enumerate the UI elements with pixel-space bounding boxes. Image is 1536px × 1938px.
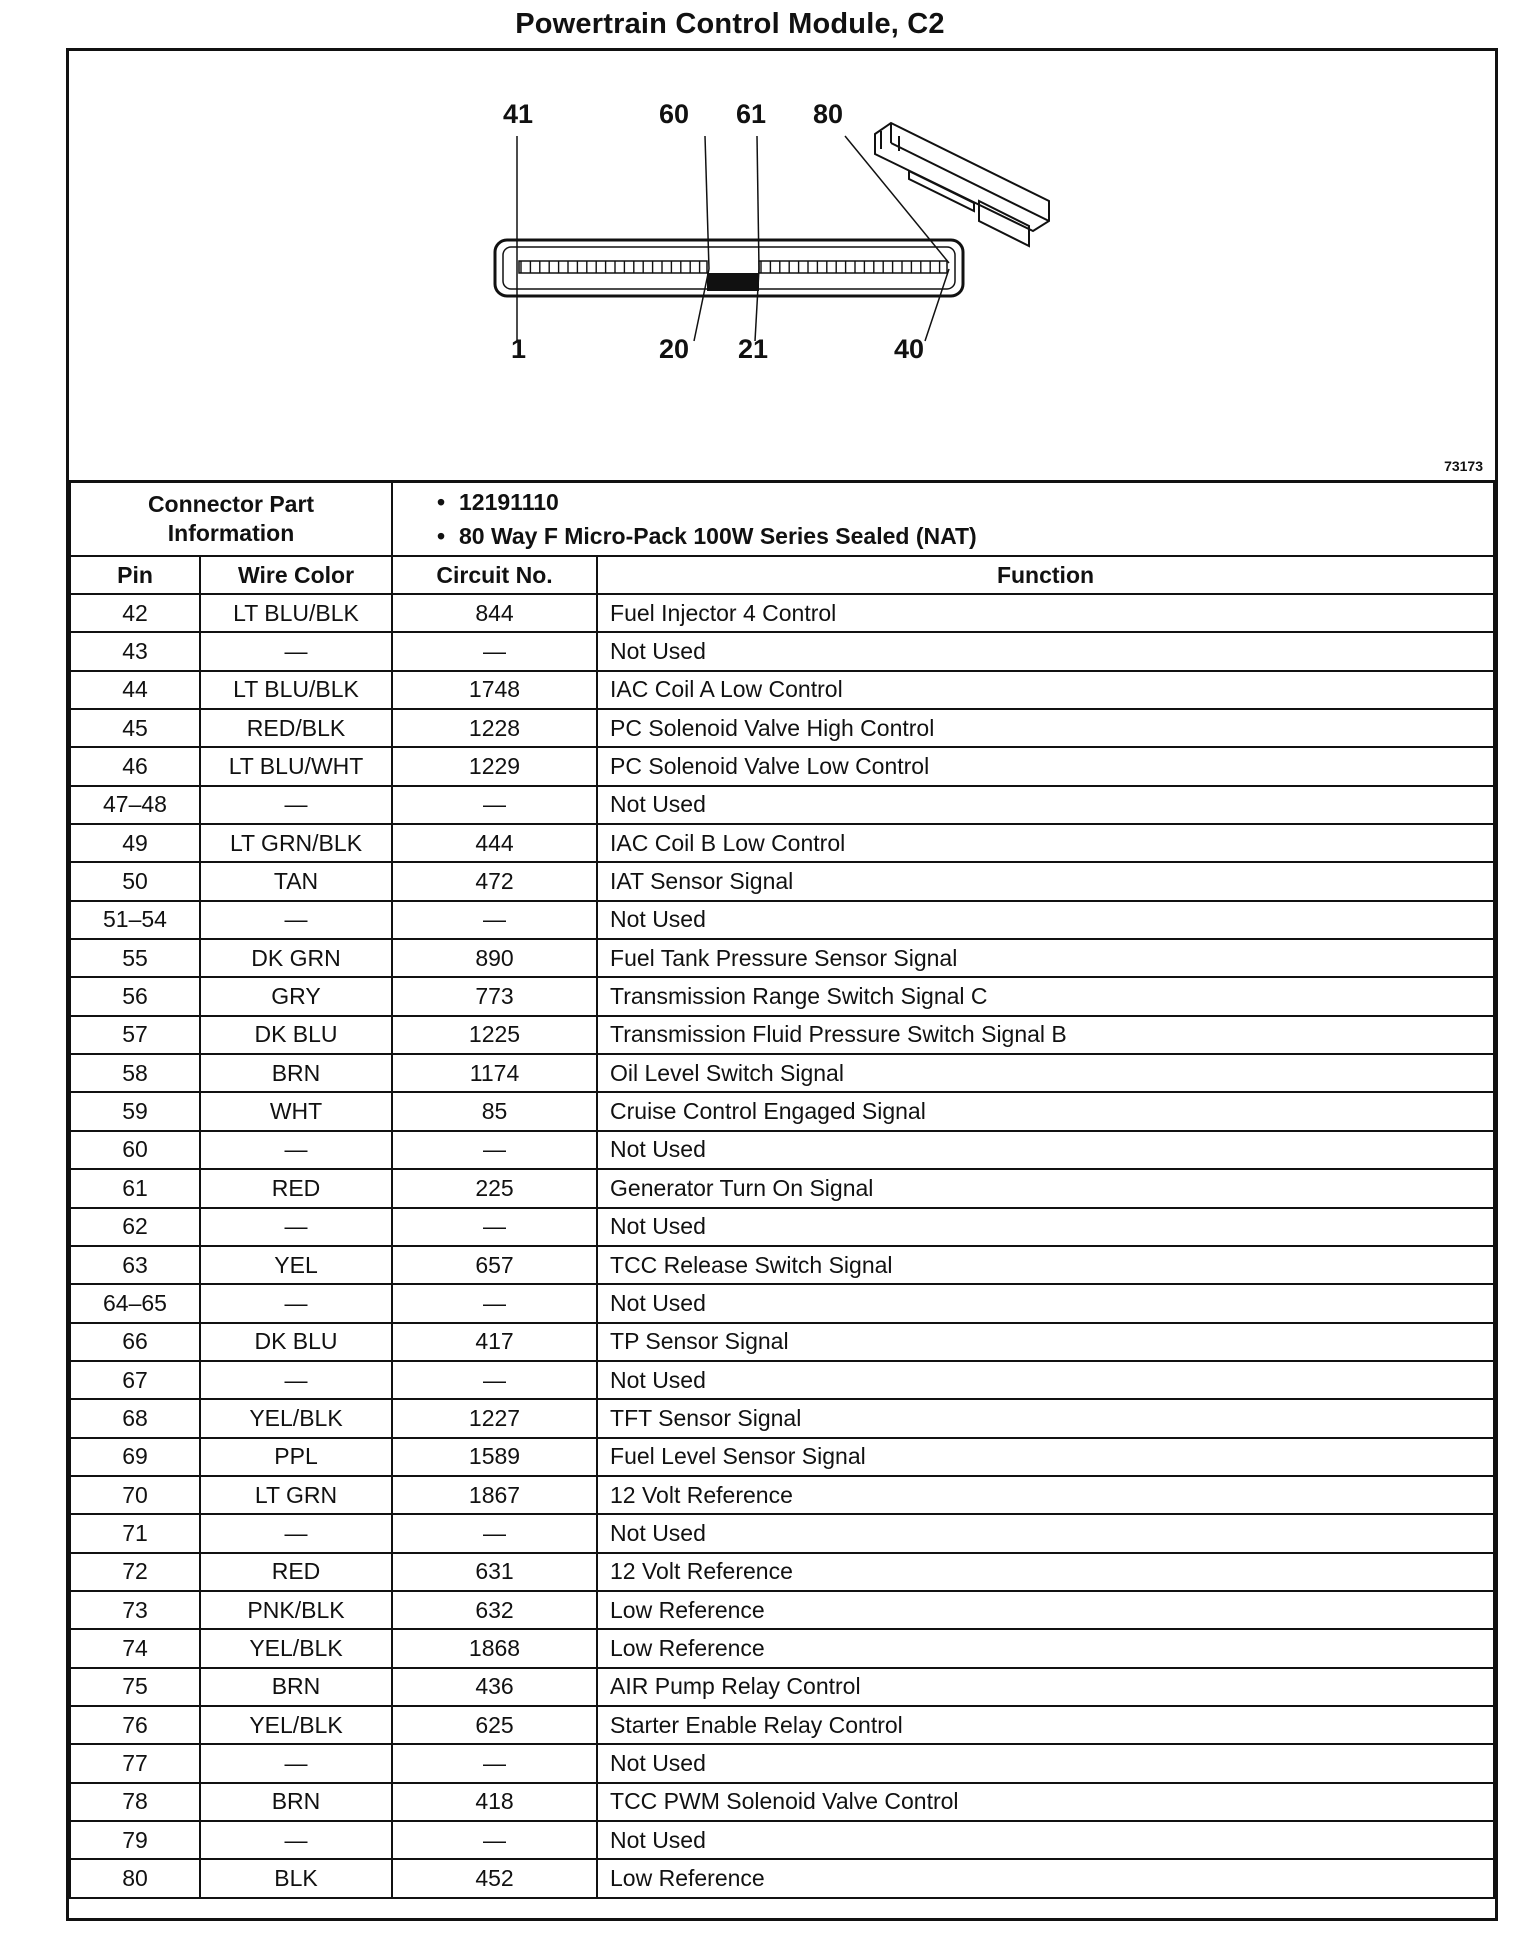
pin-cell: 64–65 <box>70 1284 200 1322</box>
circuit-cell: — <box>392 1361 597 1399</box>
function-cell: Not Used <box>597 901 1494 939</box>
function-cell: Not Used <box>597 1284 1494 1322</box>
circuit-cell: — <box>392 1821 597 1859</box>
function-cell: IAC Coil A Low Control <box>597 671 1494 709</box>
pin-cell: 46 <box>70 747 200 785</box>
wire-color-cell: — <box>200 1208 392 1246</box>
wire-color-cell: RED <box>200 1169 392 1207</box>
table-row <box>70 1361 1494 1399</box>
pin-cell: 72 <box>70 1553 200 1591</box>
callout-20: 20 <box>659 334 690 364</box>
table-row <box>70 1399 1494 1437</box>
pin-row-left <box>519 261 707 273</box>
pin-cell: 70 <box>70 1476 200 1514</box>
pin-cell: 55 <box>70 939 200 977</box>
table-row <box>70 1629 1494 1667</box>
wire-color-cell: YEL/BLK <box>200 1629 392 1667</box>
part-number: • 12191110 <box>437 488 559 515</box>
table-row <box>70 1169 1494 1207</box>
table-row <box>70 1208 1494 1246</box>
circuit-cell: 436 <box>392 1668 597 1706</box>
pinout-table <box>69 480 1495 1899</box>
wire-color-cell: PNK/BLK <box>200 1591 392 1629</box>
wire-color-cell: TAN <box>200 862 392 900</box>
pin-cell: 79 <box>70 1821 200 1859</box>
function-cell: 12 Volt Reference <box>597 1476 1494 1514</box>
table-row <box>70 1859 1494 1897</box>
function-cell: Not Used <box>597 1514 1494 1552</box>
wire-color-cell: — <box>200 632 392 670</box>
callout-40: 40 <box>894 334 925 364</box>
table-row <box>70 1553 1494 1591</box>
connector-sheet <box>66 48 1498 1921</box>
wire-color-cell: — <box>200 1284 392 1322</box>
pin-cell: 49 <box>70 824 200 862</box>
pin-cell: 60 <box>70 1131 200 1169</box>
function-cell: AIR Pump Relay Control <box>597 1668 1494 1706</box>
circuit-cell: 1225 <box>392 1016 597 1054</box>
connector-info-row <box>70 481 1494 556</box>
connector-drawing <box>69 51 1495 480</box>
header-circuit: Circuit No. <box>392 556 597 594</box>
circuit-cell: 632 <box>392 1591 597 1629</box>
callout-41: 41 <box>503 99 534 129</box>
function-cell: Starter Enable Relay Control <box>597 1706 1494 1744</box>
circuit-cell: 844 <box>392 594 597 632</box>
pin-cell: 51–54 <box>70 901 200 939</box>
function-cell: TFT Sensor Signal <box>597 1399 1494 1437</box>
table-row <box>70 1016 1494 1054</box>
wire-color-cell: WHT <box>200 1092 392 1130</box>
wire-color-cell: — <box>200 1361 392 1399</box>
circuit-cell: 418 <box>392 1783 597 1821</box>
circuit-cell: 1589 <box>392 1438 597 1476</box>
table-row <box>70 1054 1494 1092</box>
circuit-cell: 773 <box>392 977 597 1015</box>
pin-cell: 74 <box>70 1629 200 1667</box>
wire-color-cell: RED <box>200 1553 392 1591</box>
table-row <box>70 671 1494 709</box>
function-cell: Transmission Fluid Pressure Switch Signal B <box>597 1016 1494 1054</box>
table-row <box>70 1744 1494 1782</box>
circuit-cell: 657 <box>392 1246 597 1284</box>
pin-cell: 63 <box>70 1246 200 1284</box>
circuit-cell: 444 <box>392 824 597 862</box>
function-cell: TP Sensor Signal <box>597 1323 1494 1361</box>
function-cell: PC Solenoid Valve Low Control <box>597 747 1494 785</box>
wire-color-cell: BRN <box>200 1783 392 1821</box>
header-wire-color: Wire Color <box>200 556 392 594</box>
circuit-cell: 85 <box>392 1092 597 1130</box>
pin-cell: 71 <box>70 1514 200 1552</box>
connector-description: • 80 Way F Micro-Pack 100W Series Sealed (NAT) <box>437 522 977 549</box>
pin-cell: 69 <box>70 1438 200 1476</box>
circuit-cell: 452 <box>392 1859 597 1897</box>
wire-color-cell: LT BLU/BLK <box>200 671 392 709</box>
table-row <box>70 1438 1494 1476</box>
header-pin: Pin <box>70 556 200 594</box>
pin-cell: 78 <box>70 1783 200 1821</box>
circuit-cell: — <box>392 1208 597 1246</box>
pin-cell: 56 <box>70 977 200 1015</box>
table-row <box>70 901 1494 939</box>
circuit-cell: — <box>392 1131 597 1169</box>
function-cell: PC Solenoid Valve High Control <box>597 709 1494 747</box>
table-row <box>70 594 1494 632</box>
connector-info-values <box>392 481 1494 556</box>
connector-diagram <box>69 51 1495 483</box>
wire-color-cell: YEL/BLK <box>200 1399 392 1437</box>
page-title: Powertrain Control Module, C2 <box>515 8 945 40</box>
circuit-cell: — <box>392 1284 597 1322</box>
callout-80: 80 <box>813 99 844 129</box>
callout-1: 1 <box>511 334 527 364</box>
circuit-cell: 1229 <box>392 747 597 785</box>
table-row <box>70 1246 1494 1284</box>
pin-row-right <box>759 261 947 273</box>
table-row <box>70 939 1494 977</box>
pin-cell: 62 <box>70 1208 200 1246</box>
table-row <box>70 1131 1494 1169</box>
header-function: Function <box>597 556 1494 594</box>
table-row <box>70 977 1494 1015</box>
table-row <box>70 862 1494 900</box>
pin-cell: 75 <box>70 1668 200 1706</box>
pin-cell: 43 <box>70 632 200 670</box>
wire-color-cell: DK BLU <box>200 1016 392 1054</box>
function-cell: Low Reference <box>597 1859 1494 1897</box>
circuit-cell: 1867 <box>392 1476 597 1514</box>
wire-color-cell: — <box>200 901 392 939</box>
function-cell: Not Used <box>597 1744 1494 1782</box>
pin-cell: 67 <box>70 1361 200 1399</box>
wire-color-cell: GRY <box>200 977 392 1015</box>
wire-color-cell: LT BLU/BLK <box>200 594 392 632</box>
connector-side-view <box>875 123 1049 246</box>
circuit-cell: 225 <box>392 1169 597 1207</box>
pin-cell: 59 <box>70 1092 200 1130</box>
wire-color-cell: DK BLU <box>200 1323 392 1361</box>
circuit-cell: 472 <box>392 862 597 900</box>
function-cell: Low Reference <box>597 1591 1494 1629</box>
wire-color-cell: RED/BLK <box>200 709 392 747</box>
header-row <box>70 556 1494 594</box>
table-row <box>70 1092 1494 1130</box>
pin-cell: 44 <box>70 671 200 709</box>
function-cell: Fuel Injector 4 Control <box>597 594 1494 632</box>
table-row <box>70 1668 1494 1706</box>
function-cell: TCC Release Switch Signal <box>597 1246 1494 1284</box>
wire-color-cell: — <box>200 1514 392 1552</box>
circuit-cell: 890 <box>392 939 597 977</box>
function-cell: 12 Volt Reference <box>597 1553 1494 1591</box>
circuit-cell: 1748 <box>392 671 597 709</box>
function-cell: IAT Sensor Signal <box>597 862 1494 900</box>
function-cell: IAC Coil B Low Control <box>597 824 1494 862</box>
circuit-cell: 625 <box>392 1706 597 1744</box>
function-cell: Low Reference <box>597 1629 1494 1667</box>
table-row <box>70 709 1494 747</box>
callout-61: 61 <box>736 99 767 129</box>
wire-color-cell: BRN <box>200 1668 392 1706</box>
pin-cell: 50 <box>70 862 200 900</box>
function-cell: Generator Turn On Signal <box>597 1169 1494 1207</box>
pin-cell: 47–48 <box>70 786 200 824</box>
function-cell: Transmission Range Switch Signal C <box>597 977 1494 1015</box>
table-row <box>70 1821 1494 1859</box>
pin-cell: 77 <box>70 1744 200 1782</box>
callout-60: 60 <box>659 99 690 129</box>
wire-color-cell: BRN <box>200 1054 392 1092</box>
table-row <box>70 747 1494 785</box>
pin-cell: 42 <box>70 594 200 632</box>
circuit-cell: — <box>392 901 597 939</box>
pin-cell: 76 <box>70 1706 200 1744</box>
pin-cell: 61 <box>70 1169 200 1207</box>
table-row <box>70 1514 1494 1552</box>
pin-cell: 68 <box>70 1399 200 1437</box>
wire-color-cell: BLK <box>200 1859 392 1897</box>
wire-color-cell: — <box>200 1821 392 1859</box>
circuit-cell: 1868 <box>392 1629 597 1667</box>
circuit-cell: — <box>392 632 597 670</box>
table-row <box>70 1323 1494 1361</box>
wire-color-cell: — <box>200 786 392 824</box>
function-cell: Cruise Control Engaged Signal <box>597 1092 1494 1130</box>
pin-cell: 66 <box>70 1323 200 1361</box>
function-cell: Not Used <box>597 1821 1494 1859</box>
table-row <box>70 1476 1494 1514</box>
pin-cell: 73 <box>70 1591 200 1629</box>
table-row <box>70 1706 1494 1744</box>
wire-color-cell: LT GRN/BLK <box>200 824 392 862</box>
pin-cell: 45 <box>70 709 200 747</box>
table-row <box>70 824 1494 862</box>
pin-cell: 58 <box>70 1054 200 1092</box>
callout-21: 21 <box>738 334 769 364</box>
circuit-cell: — <box>392 1514 597 1552</box>
function-cell: Not Used <box>597 786 1494 824</box>
wire-color-cell: — <box>200 1744 392 1782</box>
circuit-cell: 1227 <box>392 1399 597 1437</box>
circuit-cell: 417 <box>392 1323 597 1361</box>
function-cell: Fuel Tank Pressure Sensor Signal <box>597 939 1494 977</box>
function-cell: TCC PWM Solenoid Valve Control <box>597 1783 1494 1821</box>
function-cell: Not Used <box>597 1131 1494 1169</box>
table-row <box>70 1783 1494 1821</box>
function-cell: Not Used <box>597 1361 1494 1399</box>
connector-info-label: Connector Part Information <box>70 481 392 556</box>
wire-color-cell: DK GRN <box>200 939 392 977</box>
circuit-cell: 631 <box>392 1553 597 1591</box>
circuit-cell: 1174 <box>392 1054 597 1092</box>
figure-id: 73173 <box>1444 458 1483 474</box>
circuit-cell: 1228 <box>392 709 597 747</box>
circuit-cell: — <box>392 1744 597 1782</box>
function-cell: Not Used <box>597 1208 1494 1246</box>
pin-cell: 57 <box>70 1016 200 1054</box>
circuit-cell: — <box>392 786 597 824</box>
wire-color-cell: PPL <box>200 1438 392 1476</box>
table-row <box>70 632 1494 670</box>
table-row <box>70 1284 1494 1322</box>
wire-color-cell: YEL <box>200 1246 392 1284</box>
function-cell: Not Used <box>597 632 1494 670</box>
wire-color-cell: YEL/BLK <box>200 1706 392 1744</box>
wire-color-cell: LT GRN <box>200 1476 392 1514</box>
wire-color-cell: — <box>200 1131 392 1169</box>
pin-cell: 80 <box>70 1859 200 1897</box>
table-row <box>70 786 1494 824</box>
wire-color-cell: LT BLU/WHT <box>200 747 392 785</box>
function-cell: Oil Level Switch Signal <box>597 1054 1494 1092</box>
function-cell: Fuel Level Sensor Signal <box>597 1438 1494 1476</box>
table-row <box>70 1591 1494 1629</box>
